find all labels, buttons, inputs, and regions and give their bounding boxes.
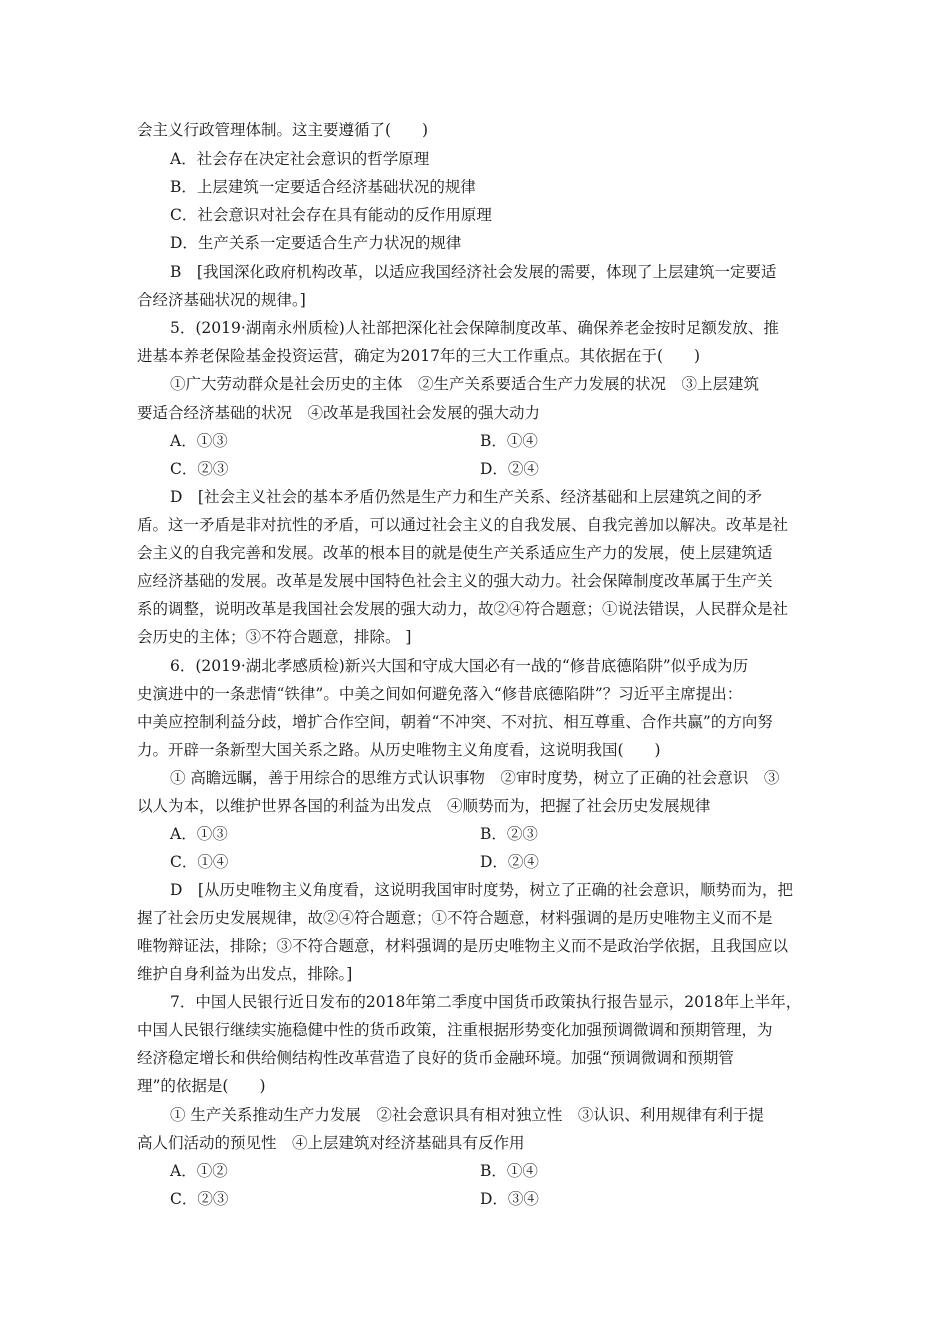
- q5-option-d: D．②④: [480, 460, 539, 478]
- q6-stem-line: 史演进中的一条悲情“铁律”。中美之间如何避免落入“修昔底德陷阱”？习近平主席提出：: [137, 685, 743, 703]
- q6-option-c: C．①④: [170, 853, 229, 871]
- q4-option-b: B．上层建筑一定要适合经济基础状况的规律: [170, 178, 476, 196]
- q7-stem-line: 7．中国人民银行近日发布的2018年第二季度中国货币政策执行报告显示，2018年上半年，: [170, 993, 802, 1011]
- q4-answer-line: B [我国深化政府机构改革，以适应我国经济社会发展的需要，体现了上层建筑一定要适: [170, 263, 777, 281]
- q4-option-a: A．社会存在决定社会意识的哲学原理: [170, 150, 430, 168]
- q6-stem-line: 力。开辟一条新型大国关系之路。从历史唯物主义角度看，这说明我国( ): [137, 741, 661, 759]
- q5-answer-line: 应经济基础的发展。改革是发展中国特色社会主义的强大动力。社会保障制度改革属于生产关: [137, 572, 773, 590]
- q6-answer-line: 握了社会历史发展规律，故②④符合题意；①不符合题意，材料强调的是历史唯物主义而不是: [137, 909, 773, 927]
- q5-answer-line: 盾。这一矛盾是非对抗性的矛盾，可以通过社会主义的自我发展、自我完善加以解决。改革是社: [137, 516, 789, 534]
- q7-option-a: A．①②: [170, 1162, 228, 1180]
- q4-stem-tail: 会主义行政管理体制。这主要遵循了( ): [137, 121, 429, 139]
- q6-answer-line: D [从历史唯物主义角度看，这说明我国审时度势，树立了正确的社会意识，顺势而为，把: [170, 881, 793, 899]
- q7-stem-line: 经济稳定增长和供给侧结构性改革营造了良好的货币金融环境。加强“预调微调和预期管: [137, 1049, 734, 1067]
- q6-option-b: B．②③: [480, 825, 538, 843]
- q7-option-d: D．③④: [480, 1190, 539, 1208]
- q7-stem-line: 理”的依据是( ): [137, 1077, 266, 1095]
- q4-option-d: D．生产关系一定要适合生产力状况的规律: [170, 234, 462, 252]
- q7-statement-line: ① 生产关系推动生产力发展 ②社会意识具有相对独立性 ③认识、利用规律有利于提: [170, 1106, 764, 1124]
- q7-option-c: C．②③: [170, 1190, 229, 1208]
- q5-answer-line: D [社会主义社会的基本矛盾仍然是生产力和生产关系、经济基础和上层建筑之间的矛: [170, 488, 762, 506]
- q5-option-a: A．①③: [170, 432, 228, 450]
- q7-stem-line: 中国人民银行继续实施稳健中性的货币政策，注重根据形势变化加强预调微调和预期管理，为: [137, 1021, 773, 1039]
- q5-statement-line: ①广大劳动群众是社会历史的主体 ②生产关系要适合生产力发展的状况 ③上层建筑: [170, 375, 760, 393]
- q5-answer-line: 会历史的主体；③不符合题意，排除。 ]: [137, 628, 412, 646]
- q6-statement-line: 以人为本，以维护世界各国的利益为出发点 ④顺势而为，把握了社会历史发展规律: [137, 797, 711, 815]
- q6-stem-line: 中美应控制利益分歧，增扩合作空间，朝着“不冲突、不对抗、相互尊重、合作共赢”的方向努: [137, 713, 773, 731]
- q7-statement-line: 高人们活动的预见性 ④上层建筑对经济基础具有反作用: [137, 1134, 525, 1152]
- q6-answer-line: 维护自身利益为出发点，排除。]: [137, 965, 353, 983]
- q5-option-c: C．②③: [170, 460, 229, 478]
- q6-answer-line: 唯物辩证法，排除；③不符合题意，材料强调的是历史唯物主义而不是政治学依据，且我国应以: [137, 937, 789, 955]
- q5-statement-line: 要适合经济基础的状况 ④改革是我国社会发展的强大动力: [137, 404, 541, 422]
- q6-option-d: D．②④: [480, 853, 539, 871]
- q7-option-b: B．①④: [480, 1162, 538, 1180]
- q5-answer-line: 系的调整，说明改革是我国社会发展的强大动力，故②④符合题意；①说法错误，人民群众是社: [137, 600, 789, 618]
- q6-stem-line: 6．(2019·湖北孝感质检)新兴大国和守成大国必有一战的“修昔底德陷阱”似乎成为历: [170, 657, 749, 675]
- q5-answer-line: 会主义的自我完善和发展。改革的根本目的就是使生产关系适应生产力的发展，使上层建筑适: [137, 544, 773, 562]
- q5-stem-line: 5．(2019·湖南永州质检)人社部把深化社会保障制度改革、确保养老金按时足额发放、推: [170, 319, 779, 337]
- q6-statement-line: ① 高瞻远瞩，善于用综合的思维方式认识事物 ②审时度势，树立了正确的社会意识 ③: [170, 769, 780, 787]
- q5-stem-line: 进基本养老保险基金投资运营，确定为2017年的三大工作重点。其依据在于( ): [137, 347, 701, 365]
- q5-option-b: B．①④: [480, 432, 538, 450]
- q6-option-a: A．①③: [170, 825, 228, 843]
- q4-answer-line: 合经济基础状况的规律。]: [137, 291, 306, 309]
- q4-option-c: C．社会意识对社会存在具有能动的反作用原理: [170, 206, 492, 224]
